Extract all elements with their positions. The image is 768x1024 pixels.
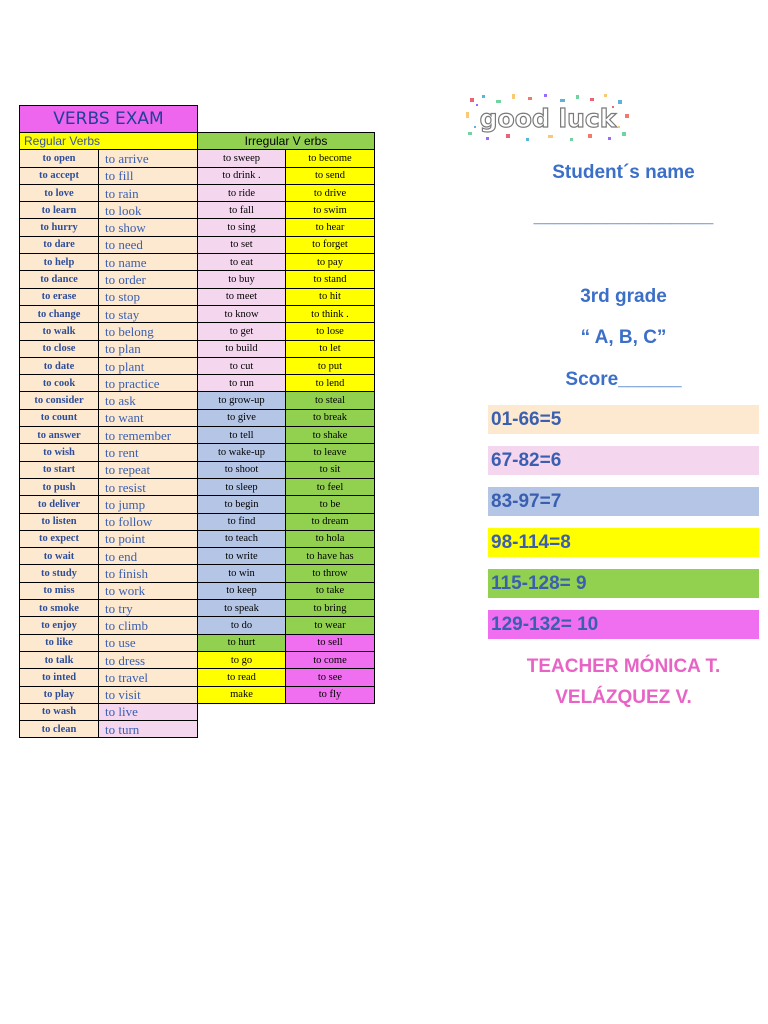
verb-row <box>20 703 375 720</box>
regular-verb: to live <box>99 703 198 720</box>
groups-label: “ A, B, C” <box>580 327 667 348</box>
irregular-verb: to wear <box>286 617 375 634</box>
good-luck-logo <box>462 92 634 144</box>
verb-row <box>20 375 375 392</box>
irregular-verb: to sleep <box>198 478 286 495</box>
irregular-verb: to dream <box>286 513 375 530</box>
irregular-verb: to take <box>286 582 375 599</box>
irregular-verb <box>198 703 286 720</box>
irregular-verb: to teach <box>198 530 286 547</box>
irregular-verb: to sweep <box>198 150 286 167</box>
irregular-verb: to run <box>198 375 286 392</box>
verb-row <box>20 305 375 322</box>
regular-verb-base: to close <box>20 340 99 357</box>
verb-row <box>20 582 375 599</box>
regular-verb: to remember <box>99 427 198 444</box>
regular-verb-base: to wait <box>20 548 99 565</box>
regular-verb-base: to help <box>20 254 99 271</box>
verb-row <box>20 686 375 703</box>
irregular-verb: to cut <box>198 357 286 374</box>
irregular-verb <box>286 721 375 738</box>
regular-verb: to use <box>99 634 198 651</box>
verb-row <box>20 323 375 340</box>
regular-verb: to climb <box>99 617 198 634</box>
verb-row <box>20 461 375 478</box>
irregular-verb: to sell <box>286 634 375 651</box>
regular-verb-base: to dare <box>20 236 99 253</box>
grade-band: 129-132= 10 <box>488 610 759 639</box>
verb-row <box>20 444 375 461</box>
irregular-verb: to sing <box>198 219 286 236</box>
verb-row <box>20 721 375 738</box>
irregular-verb: to shake <box>286 427 375 444</box>
irregular-verb <box>198 721 286 738</box>
regular-verb-base: to inted <box>20 669 99 686</box>
irregular-verb: to build <box>198 340 286 357</box>
regular-verb: to rain <box>99 184 198 201</box>
verb-row <box>20 288 375 305</box>
regular-verb-base: to smoke <box>20 600 99 617</box>
verb-row <box>20 427 375 444</box>
verb-row <box>20 271 375 288</box>
regular-verb: to work <box>99 582 198 599</box>
regular-verb-base: to wash <box>20 703 99 720</box>
verbs-table <box>19 105 375 738</box>
verb-row <box>20 617 375 634</box>
verb-row <box>20 392 375 409</box>
regular-verb: to try <box>99 600 198 617</box>
regular-verb: to arrive <box>99 150 198 167</box>
verb-row <box>20 409 375 426</box>
regular-verb-base: to listen <box>20 513 99 530</box>
regular-verb-base: to love <box>20 184 99 201</box>
irregular-verb: to lose <box>286 323 375 340</box>
irregular-verb: to grow-up <box>198 392 286 409</box>
regular-verb: to jump <box>99 496 198 513</box>
verb-row <box>20 634 375 651</box>
verb-row <box>20 530 375 547</box>
regular-verb: to need <box>99 236 198 253</box>
regular-verb-base: to push <box>20 478 99 495</box>
irregular-verb: to begin <box>198 496 286 513</box>
verb-row <box>20 236 375 253</box>
regular-verb-base: to dance <box>20 271 99 288</box>
irregular-verb: to hear <box>286 219 375 236</box>
irregular-verb: to put <box>286 357 375 374</box>
regular-verb: to practice <box>99 375 198 392</box>
grade-band: 01-66=5 <box>488 405 759 434</box>
regular-verb-base: to learn <box>20 202 99 219</box>
irregular-verb: to come <box>286 651 375 668</box>
verb-row <box>20 478 375 495</box>
regular-verb-base: to cook <box>20 375 99 392</box>
regular-verb: to show <box>99 219 198 236</box>
verb-row <box>20 254 375 271</box>
irregular-verb: to steal <box>286 392 375 409</box>
regular-verb: to look <box>99 202 198 219</box>
irregular-verb: to feel <box>286 478 375 495</box>
irregular-verb: to hola <box>286 530 375 547</box>
good-luck-text: good luck <box>479 104 617 133</box>
irregular-verb: to buy <box>198 271 286 288</box>
regular-verb-base: to walk <box>20 323 99 340</box>
grade-band: 67-82=6 <box>488 446 759 475</box>
irregular-verb: to see <box>286 669 375 686</box>
irregular-verb: to have has <box>286 548 375 565</box>
irregular-verb: to let <box>286 340 375 357</box>
irregular-verb: to give <box>198 409 286 426</box>
regular-verb-base: to talk <box>20 651 99 668</box>
regular-verb: to stay <box>99 305 198 322</box>
teacher-name-line1: TEACHER MÓNICA T. <box>526 656 721 677</box>
irregular-verb: to hurt <box>198 634 286 651</box>
grade-band: 83-97=7 <box>488 487 759 516</box>
regular-verb-base: to like <box>20 634 99 651</box>
irregular-verb: to fly <box>286 686 375 703</box>
grade-label: 3rd grade <box>580 286 667 307</box>
verb-row <box>20 340 375 357</box>
verb-row <box>20 357 375 374</box>
irregular-verb: to get <box>198 323 286 340</box>
student-name-label: Student´s name <box>552 162 695 183</box>
irregular-verb: to leave <box>286 444 375 461</box>
score-label: Score______ <box>565 369 682 390</box>
regular-verb: to visit <box>99 686 198 703</box>
irregular-verb: to do <box>198 617 286 634</box>
irregular-verb: to hit <box>286 288 375 305</box>
regular-verb-base: to clean <box>20 721 99 738</box>
irregular-verb: to read <box>198 669 286 686</box>
irregular-verbs-header: Irregular V erbs <box>198 133 375 150</box>
verb-row <box>20 184 375 201</box>
regular-verb: to ask <box>99 392 198 409</box>
irregular-verb: to speak <box>198 600 286 617</box>
irregular-verb: to meet <box>198 288 286 305</box>
irregular-verb: to shoot <box>198 461 286 478</box>
irregular-verb: to pay <box>286 254 375 271</box>
regular-verb-base: to accept <box>20 167 99 184</box>
verb-row <box>20 548 375 565</box>
irregular-verb: to know <box>198 305 286 322</box>
regular-verb-base: to start <box>20 461 99 478</box>
grade-band: 98-114=8 <box>488 528 759 557</box>
irregular-verb: to send <box>286 167 375 184</box>
irregular-verb: to write <box>198 548 286 565</box>
regular-verb-base: to erase <box>20 288 99 305</box>
regular-verb: to travel <box>99 669 198 686</box>
regular-verb-base: to count <box>20 409 99 426</box>
irregular-verb: to find <box>198 513 286 530</box>
regular-verb: to want <box>99 409 198 426</box>
regular-verb-base: to miss <box>20 582 99 599</box>
irregular-verb: to win <box>198 565 286 582</box>
irregular-verb: to keep <box>198 582 286 599</box>
irregular-verb: to tell <box>198 427 286 444</box>
regular-verb: to turn <box>99 721 198 738</box>
verb-row <box>20 202 375 219</box>
irregular-verb: to wake-up <box>198 444 286 461</box>
regular-verb: to repeat <box>99 461 198 478</box>
irregular-verb: to eat <box>198 254 286 271</box>
regular-verb: to dress <box>99 651 198 668</box>
verb-row <box>20 150 375 167</box>
irregular-verb: to throw <box>286 565 375 582</box>
regular-verb-base: to open <box>20 150 99 167</box>
irregular-verb: to break <box>286 409 375 426</box>
regular-verb-base: to play <box>20 686 99 703</box>
irregular-verb: to ride <box>198 184 286 201</box>
regular-verb: to stop <box>99 288 198 305</box>
irregular-verb: to drink . <box>198 167 286 184</box>
teacher-name-line2: VELÁZQUEZ V. <box>555 687 692 708</box>
regular-verb-base: to change <box>20 305 99 322</box>
regular-verb-base: to date <box>20 357 99 374</box>
regular-verb: to name <box>99 254 198 271</box>
regular-verb: to plant <box>99 357 198 374</box>
regular-verb: to finish <box>99 565 198 582</box>
verb-row <box>20 669 375 686</box>
regular-verb-base: to expect <box>20 530 99 547</box>
irregular-verb: to forget <box>286 236 375 253</box>
verb-row <box>20 496 375 513</box>
irregular-verb: to set <box>198 236 286 253</box>
regular-verb-base: to hurry <box>20 219 99 236</box>
verb-row <box>20 600 375 617</box>
verb-row <box>20 167 375 184</box>
regular-verb: to fill <box>99 167 198 184</box>
regular-verb-base: to study <box>20 565 99 582</box>
regular-verb: to order <box>99 271 198 288</box>
regular-verb: to belong <box>99 323 198 340</box>
regular-verb-base: to enjoy <box>20 617 99 634</box>
irregular-verb: to swim <box>286 202 375 219</box>
student-name-line: _________________ <box>533 206 714 227</box>
irregular-verb: to fall <box>198 202 286 219</box>
irregular-verb: to be <box>286 496 375 513</box>
irregular-verb: to go <box>198 651 286 668</box>
irregular-verb: make <box>198 686 286 703</box>
irregular-verb: to become <box>286 150 375 167</box>
regular-verb: to end <box>99 548 198 565</box>
regular-verb: to plan <box>99 340 198 357</box>
verb-row <box>20 513 375 530</box>
irregular-verb: to drive <box>286 184 375 201</box>
regular-verb: to point <box>99 530 198 547</box>
grade-band: 115-128= 9 <box>488 569 759 598</box>
regular-verb-base: to answer <box>20 427 99 444</box>
regular-verb-base: to consider <box>20 392 99 409</box>
irregular-verb <box>286 703 375 720</box>
verb-row <box>20 219 375 236</box>
regular-verbs-header: Regular Verbs <box>20 133 198 150</box>
irregular-verb: to lend <box>286 375 375 392</box>
regular-verb: to resist <box>99 478 198 495</box>
verb-row <box>20 565 375 582</box>
irregular-verb: to sit <box>286 461 375 478</box>
regular-verb-base: to wish <box>20 444 99 461</box>
irregular-verb: to bring <box>286 600 375 617</box>
regular-verb-base: to deliver <box>20 496 99 513</box>
regular-verb: to follow <box>99 513 198 530</box>
exam-title: VERBS EXAM <box>20 106 198 133</box>
irregular-verb: to stand <box>286 271 375 288</box>
regular-verb: to rent <box>99 444 198 461</box>
irregular-verb: to think . <box>286 305 375 322</box>
verb-row <box>20 651 375 668</box>
